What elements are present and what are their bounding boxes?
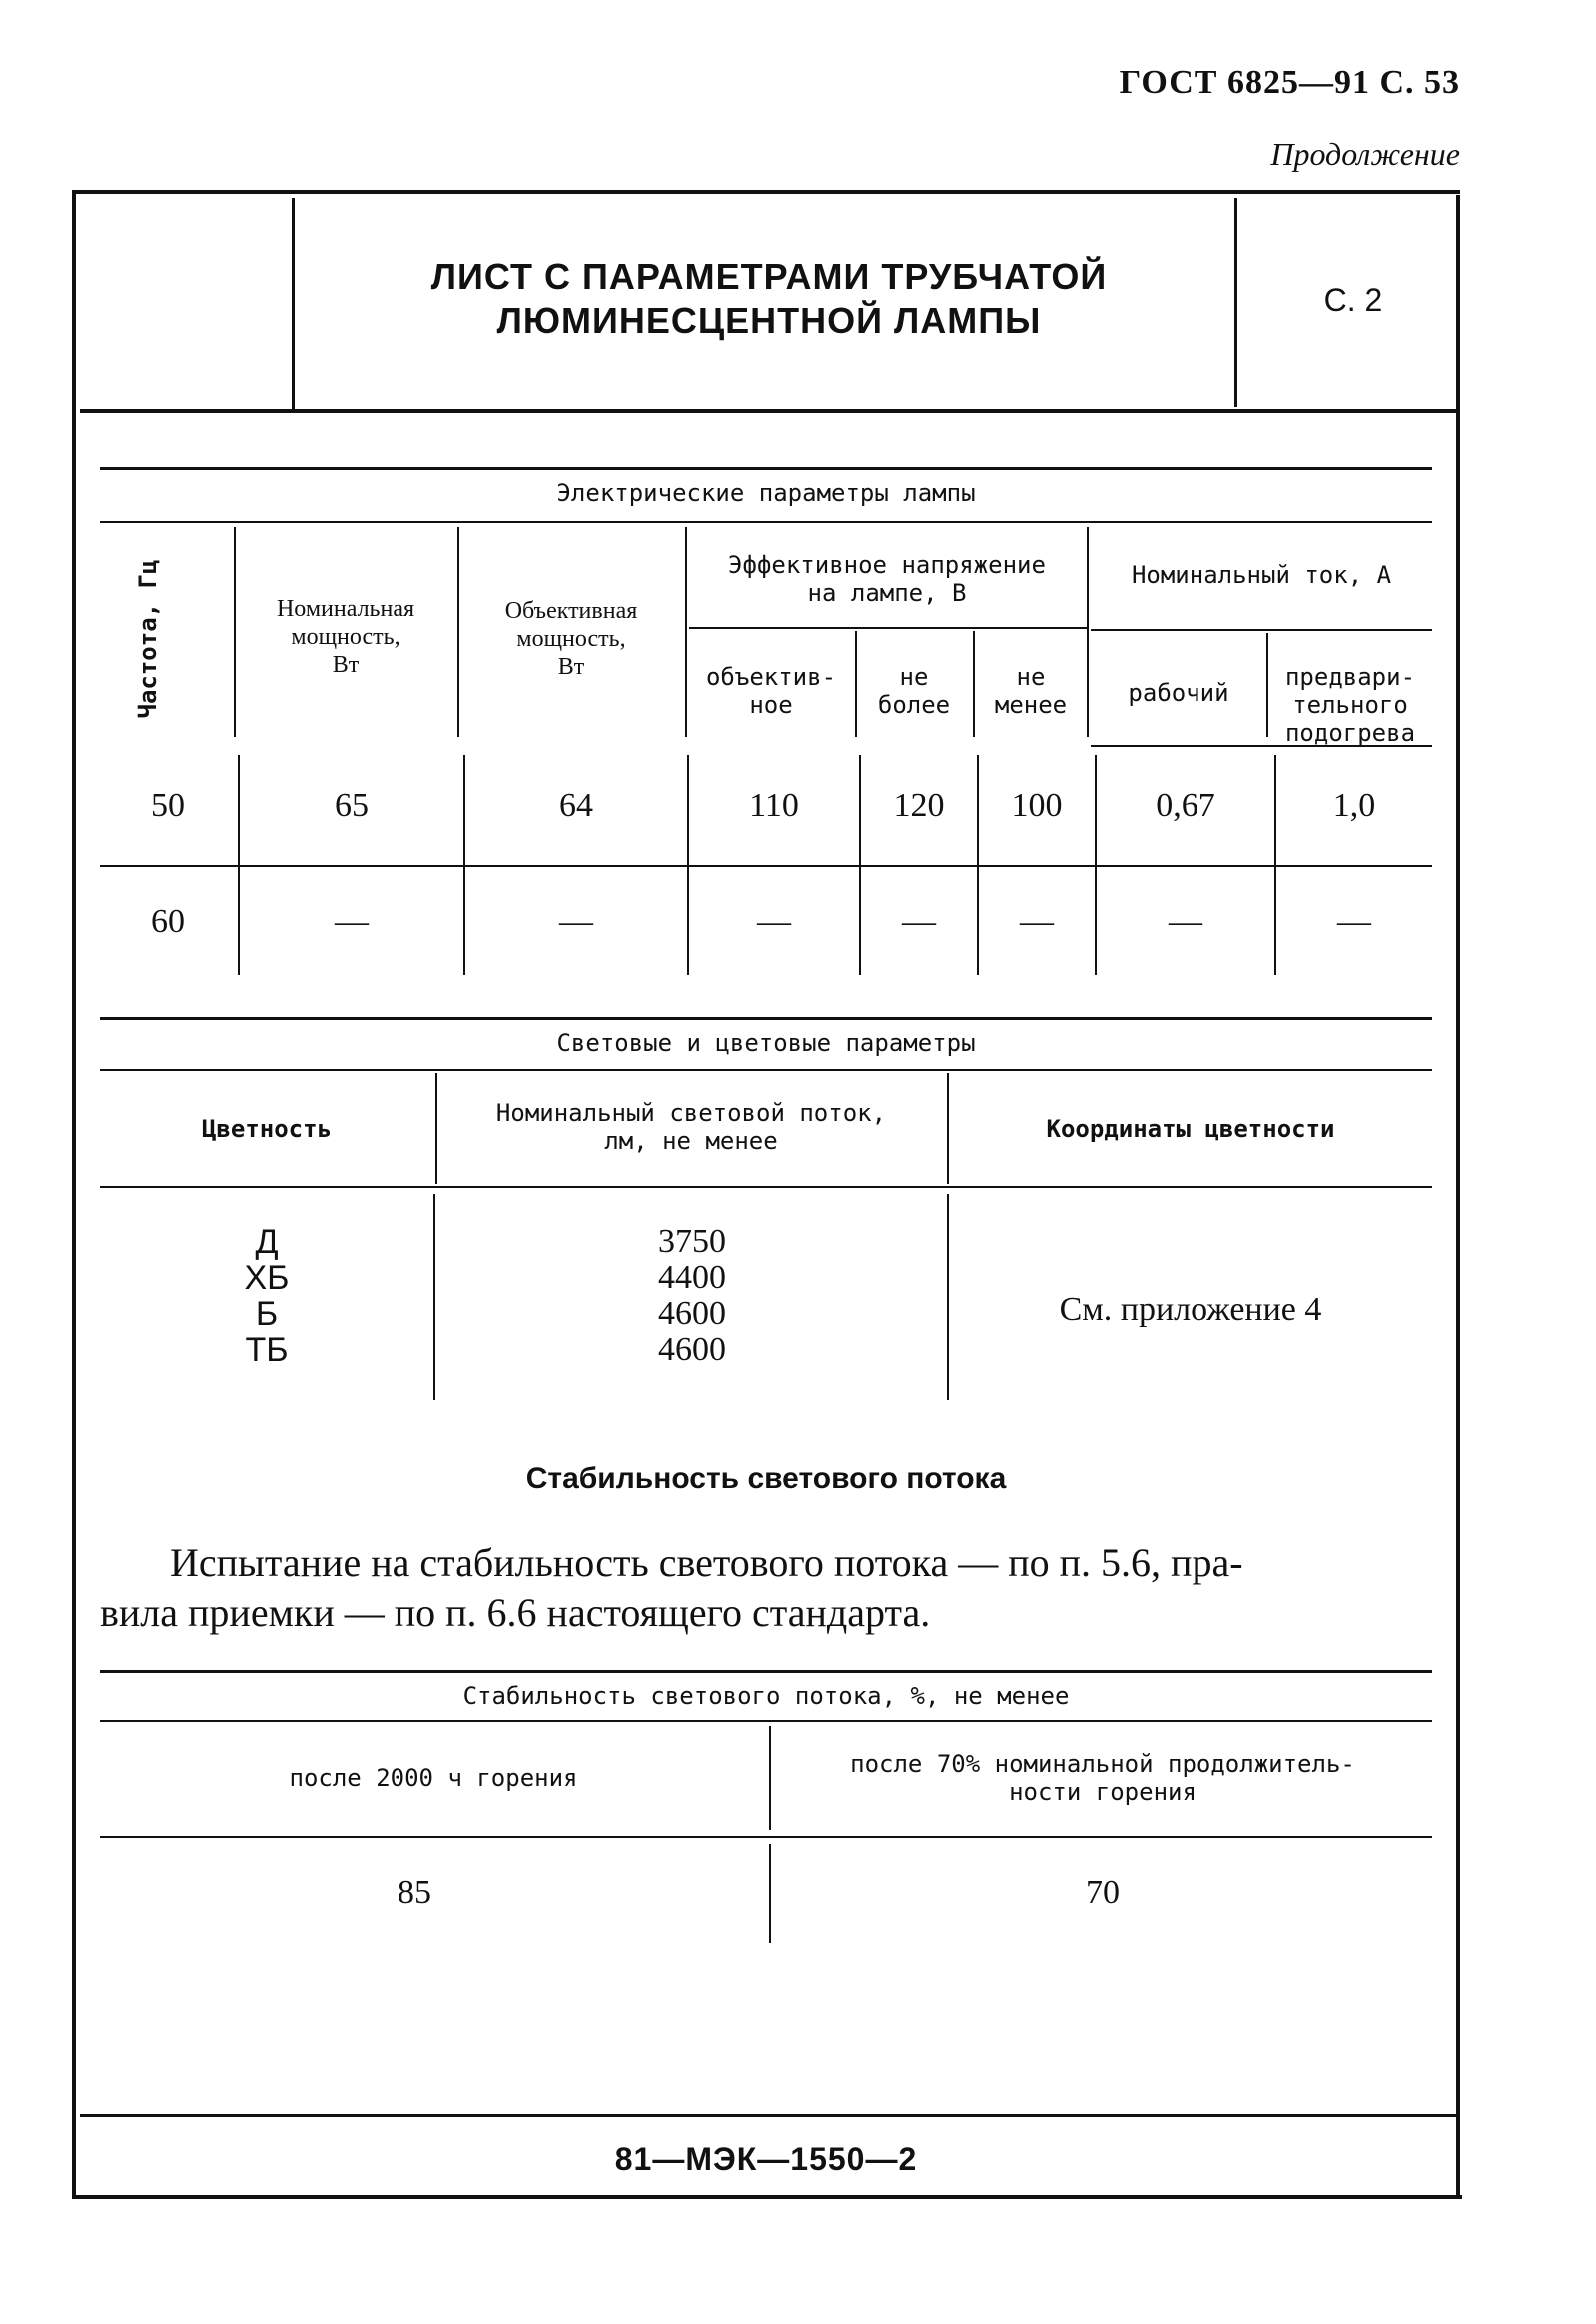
sheet-title — [300, 255, 1238, 343]
header-nominal-power: Номинальная мощность, Вт — [276, 596, 415, 678]
header-flux: Номинальный световой поток, лм, не менее — [495, 1099, 887, 1155]
header-voltage: Эффективное напряжение на лампе, В — [728, 551, 1046, 607]
flux-list: 3750 4400 4600 4600 — [658, 1223, 726, 1368]
sheet-title-line1: ЛИСТ С ПАРАМЕТРАМИ ТРУБЧАТОЙ — [430, 256, 1108, 297]
stability-col1: после 2000 ч горения — [289, 1764, 578, 1792]
header-coords: Координаты цветности — [1046, 1115, 1335, 1143]
header-current: Номинальный ток, А — [1131, 561, 1392, 589]
header-voltage-max: не более — [877, 663, 951, 719]
stability-caption: Стабильность светового потока, %, не менее — [462, 1682, 1070, 1710]
stability-paragraph: Испытание на стабильность светового потока — по п. 5.6, пра- вила приемки — по п. 6.6 настоящего стандарта. — [100, 1540, 1243, 1635]
sheet-title-line2: ЛЮМИНЕСЦЕНТНОЙ ЛАМПЫ — [496, 300, 1042, 341]
stability-title: Стабильность светового потока — [525, 1462, 1007, 1495]
sheet-footer-code: 81—МЭК—1550—2 — [614, 2141, 918, 2177]
header-voltage-min: не менее — [994, 663, 1068, 719]
header-color: Цветность — [201, 1115, 333, 1143]
stability-col2: после 70% номинальной продолжитель- ности горения — [850, 1750, 1355, 1806]
sheet-page-number: С. 2 — [1323, 282, 1383, 318]
coords-value: См. приложение 4 — [1059, 1291, 1322, 1328]
header-frequency: Частота, Гц — [134, 559, 162, 719]
header-current-preheat: предвари- тельного подогрева — [1284, 663, 1416, 747]
color-list: Д ХБ Б ТБ — [244, 1223, 290, 1369]
page-standard-header: ГОСТ 6825—91 С. 53 — [1119, 64, 1460, 101]
light-caption: Световые и цветовые параметры — [556, 1029, 976, 1057]
continuation-label: Продолжение — [1270, 136, 1460, 172]
header-voltage-objective: объектив- ное — [705, 663, 837, 719]
electrical-caption: Электрические параметры лампы — [556, 479, 976, 507]
header-objective-power: Объективная мощность, Вт — [504, 598, 638, 680]
header-current-working: рабочий — [1128, 679, 1229, 707]
